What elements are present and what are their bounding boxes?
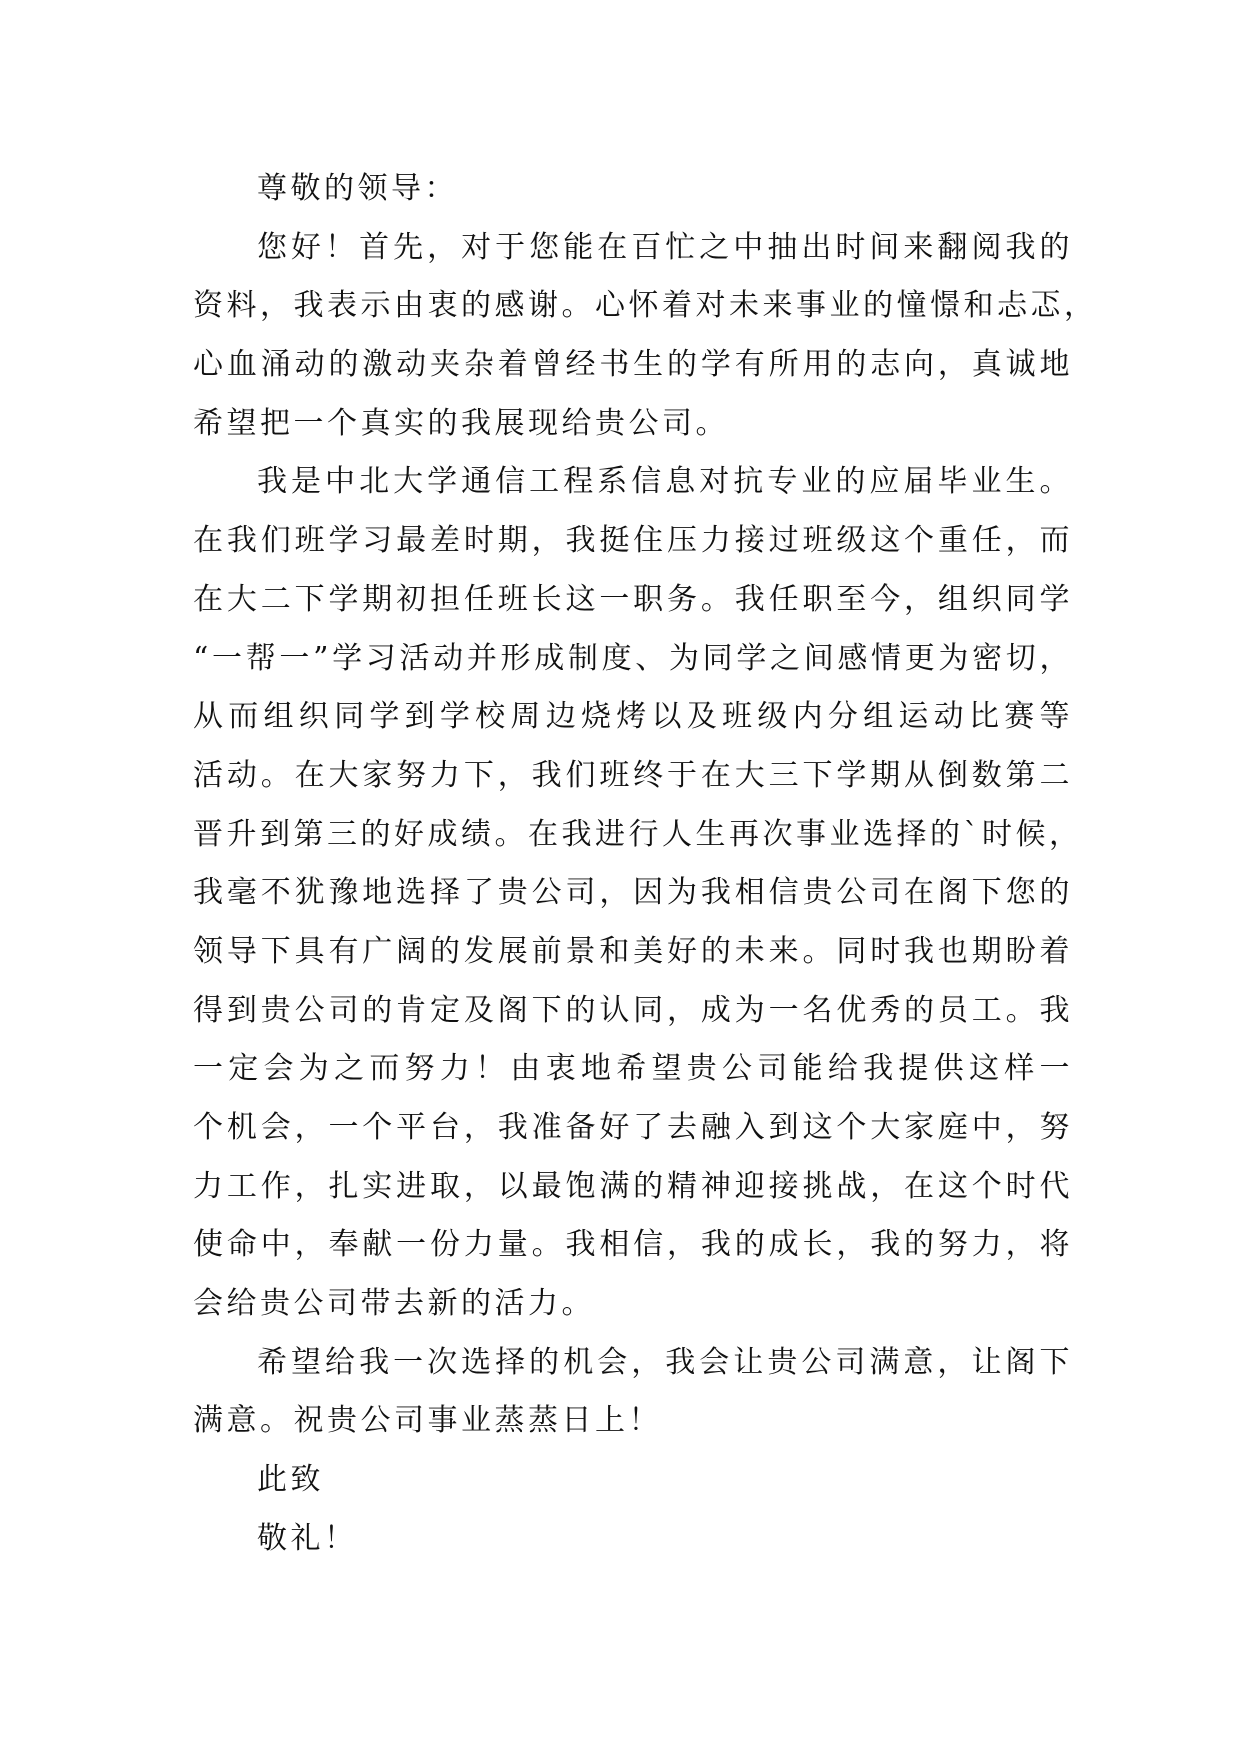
text-line: 我是中北大学通信工程系信息对抗专业的应届毕业生。: [257, 464, 1073, 500]
text-line: 在大二下学期初担任班长这一职务。我任职至今，组织同学: [193, 581, 1073, 617]
closing-respectfully: 此致: [257, 1462, 324, 1498]
text-line: 晋升到第三的好成绩。在我进行人生再次事业选择的`时候，: [193, 816, 1083, 852]
text-line: 我毫不犹豫地选择了贵公司，因为我相信贵公司在阁下您的: [193, 875, 1073, 911]
text-line: 使命中，奉献一份力量。我相信，我的成长，我的努力，将: [193, 1227, 1073, 1263]
text-line: 得到贵公司的肯定及阁下的认同，成为一名优秀的员工。我: [193, 992, 1073, 1028]
text-line: 心血涌动的激动夹杂着曾经书生的学有所用的志向，真诚地: [193, 347, 1073, 383]
text-line: 领导下具有广阔的发展前景和美好的未来。同时我也期盼着: [193, 933, 1073, 969]
paragraph-wish: [193, 1334, 1073, 1451]
salutation: 尊敬的领导：: [257, 171, 458, 206]
text-line: 资料，我表示由衷的感谢。心怀着对未来事业的憧憬和忐忑，: [193, 288, 1098, 324]
text-line: 从而组织同学到学校周边烧烤以及班级内分组运动比赛等: [193, 699, 1073, 735]
paragraph-self-introduction: [193, 453, 1083, 1333]
text-line: 希望把一个真实的我展现给贵公司。: [193, 405, 729, 441]
text-line: 会给贵公司带去新的活力。: [193, 1286, 595, 1322]
text-line: 希望给我一次选择的机会，我会让贵公司满意，让阁下: [257, 1344, 1073, 1380]
text-line: 个机会，一个平台，我准备好了去融入到这个大家庭中，努: [193, 1110, 1073, 1145]
paragraph-greeting: [193, 219, 1098, 454]
letter-body: [193, 160, 1098, 1569]
text-line: 满意。祝贵公司事业蒸蒸日上！: [193, 1403, 662, 1439]
text-line: 一定会为之而努力！由衷地希望贵公司能给我提供这样一: [193, 1051, 1073, 1087]
text-line: 活动。在大家努力下，我们班终于在大三下学期从倒数第二: [193, 757, 1073, 793]
text-line: 您好！首先，对于您能在百忙之中抽出时间来翻阅我的: [257, 229, 1073, 265]
text-line: 力工作，扎实进取，以最饱满的精神迎接挑战，在这个时代: [193, 1168, 1073, 1204]
text-line: “一帮一”学习活动并形成制度、为同学之间感情更为密切，: [193, 640, 1073, 676]
closing-salute: 敬礼！: [257, 1520, 358, 1556]
text-line: 在我们班学习最差时期，我挺住压力接过班级这个重任，而: [193, 523, 1073, 559]
